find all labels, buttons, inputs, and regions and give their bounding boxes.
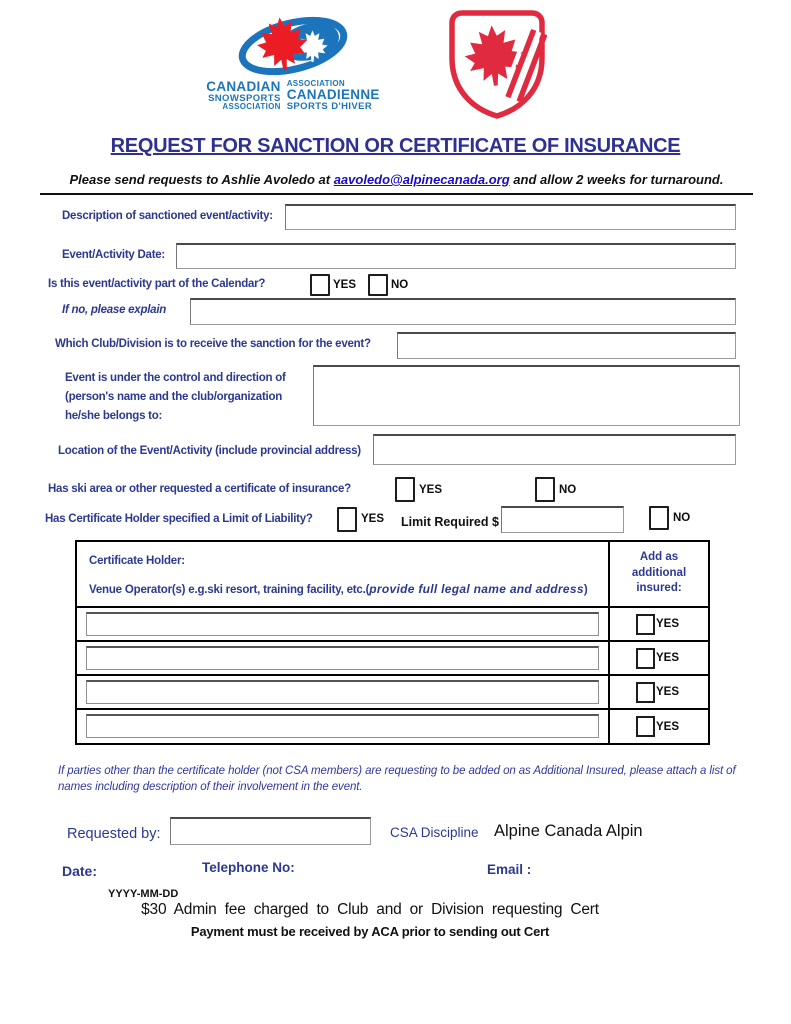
table-row-insured [610,676,708,710]
certificate-holder-header [77,542,610,608]
telephone-label: Telephone No: [202,860,295,875]
calendar-yes-label: YES [333,279,357,291]
cert-requested-no-label: NO [559,484,577,496]
event-date-label: Event/Activity Date: [62,249,166,261]
table-row [77,710,610,743]
liability-no-label: NO [673,512,691,524]
cert-requested-yes-checkbox[interactable] [395,477,415,502]
additional-insured-note: If parties other than the certificate holder (not CSA members) are requesting to be added on as Additional Insured, please attach a list of names including description of their involvement in the event. [58,765,736,794]
csa-name-en-2: SNOWSPORTS [208,92,281,104]
cert-requested-yes-label: YES [419,484,443,496]
csa-name-fr-3: SPORTS D'HIVER [286,100,373,112]
control-textarea[interactable] [313,365,740,426]
subtitle-prefix: Please send requests to Ashlie Avoledo at [69,172,334,187]
calendar-yes-checkbox[interactable] [310,274,330,296]
liability-yes-label: YES [361,513,385,525]
page-title: REQUEST FOR SANCTION OR CERTIFICATE OF INSURANCE [110,135,681,157]
certificate-holder-table [75,540,710,745]
email-link[interactable]: aavoledo@alpinecanada.org [333,172,510,187]
alpine-canada-shield-icon [447,8,547,122]
csa-logo-text [206,80,379,112]
liability-no-checkbox[interactable] [649,506,669,530]
certificate-holder-input-4[interactable] [86,714,599,738]
control-label-line1: Event is under the control and direction of [65,372,286,384]
csa-name-fr-2: CANADIENNE [286,87,380,103]
additional-insured-checkbox-3[interactable] [636,682,655,703]
add-as-additional-insured-header: Add as additional insured: [610,542,708,608]
additional-insured-checkbox-4[interactable] [636,716,655,737]
table-row-insured [610,642,708,676]
calendar-question-label: Is this event/activity part of the Calendar? [48,278,266,290]
csa-discipline-value: Alpine Canada Alpin [494,822,643,840]
liability-yes-checkbox[interactable] [337,507,357,532]
description-input[interactable] [285,204,736,230]
additional-insured-yes-label-3: YES [656,686,680,698]
table-row [77,676,610,710]
csa-name-en-3: ASSOCIATION [222,102,281,112]
limit-required-input[interactable] [501,506,624,533]
club-division-input[interactable] [397,332,736,359]
description-label: Description of sanctioned event/activity: [62,210,273,222]
certificate-holder-input-3[interactable] [86,680,599,704]
explain-input[interactable] [190,298,736,325]
csa-discipline-label: CSA Discipline [390,825,479,840]
subtitle [40,172,753,195]
location-input[interactable] [373,434,736,465]
cert-requested-no-checkbox[interactable] [535,477,555,502]
requested-by-label: Requested by: [67,826,161,842]
requested-by-input[interactable] [170,817,371,845]
calendar-no-checkbox[interactable] [368,274,388,296]
table-row-insured [610,608,708,642]
csa-name-en-1: CANADIAN [206,79,281,94]
email-label: Email : [487,862,532,877]
limit-required-label: Limit Required $ [401,515,499,529]
control-label-line3: he/she belongs to: [65,410,163,422]
liability-label: Has Certificate Holder specified a Limit of Liability? [45,513,313,525]
subtitle-suffix: and allow 2 weeks for turnaround. [509,172,724,187]
csa-logo [198,16,388,112]
additional-insured-yes-label-2: YES [656,652,680,664]
date-format-hint: YYYY-MM-DD [108,888,179,900]
calendar-no-label: NO [391,279,409,291]
location-label: Location of the Event/Activity (include provincial address) [58,445,361,457]
admin-fee-line: $30 Admin fee charged to Club and or Division requesting Cert [141,901,599,918]
venue-operator-desc: Venue Operator(s) e.g.ski resort, training facility, etc.( [89,584,370,596]
table-row [77,642,610,676]
additional-insured-yes-label-1: YES [656,618,680,630]
explain-label: If no, please explain [62,304,167,316]
event-date-input[interactable] [176,243,736,269]
cert-requested-label: Has ski area or other requested a certificate of insurance? [48,483,351,495]
control-label-line2: (person's name and the club/organization [65,391,283,403]
venue-operator-desc-em: provide full legal name and address [369,582,584,596]
csa-swoosh-leaf-icon [234,16,352,78]
additional-insured-checkbox-2[interactable] [636,648,655,669]
payment-line: Payment must be received by ACA prior to sending out Cert [190,924,550,939]
table-row [77,608,610,642]
csa-name-fr-1: ASSOCIATION [286,79,345,88]
certificate-holder-title: Certificate Holder: [89,555,185,567]
additional-insured-yes-label-4: YES [656,720,680,733]
certificate-holder-input-1[interactable] [86,612,599,636]
club-division-label: Which Club/Division is to receive the sanction for the event? [55,338,371,350]
table-row-insured [610,710,708,743]
additional-insured-checkbox-1[interactable] [636,614,655,635]
date-label: Date: [62,863,98,879]
certificate-holder-input-2[interactable] [86,646,599,670]
venue-operator-desc-close: ) [583,584,588,596]
